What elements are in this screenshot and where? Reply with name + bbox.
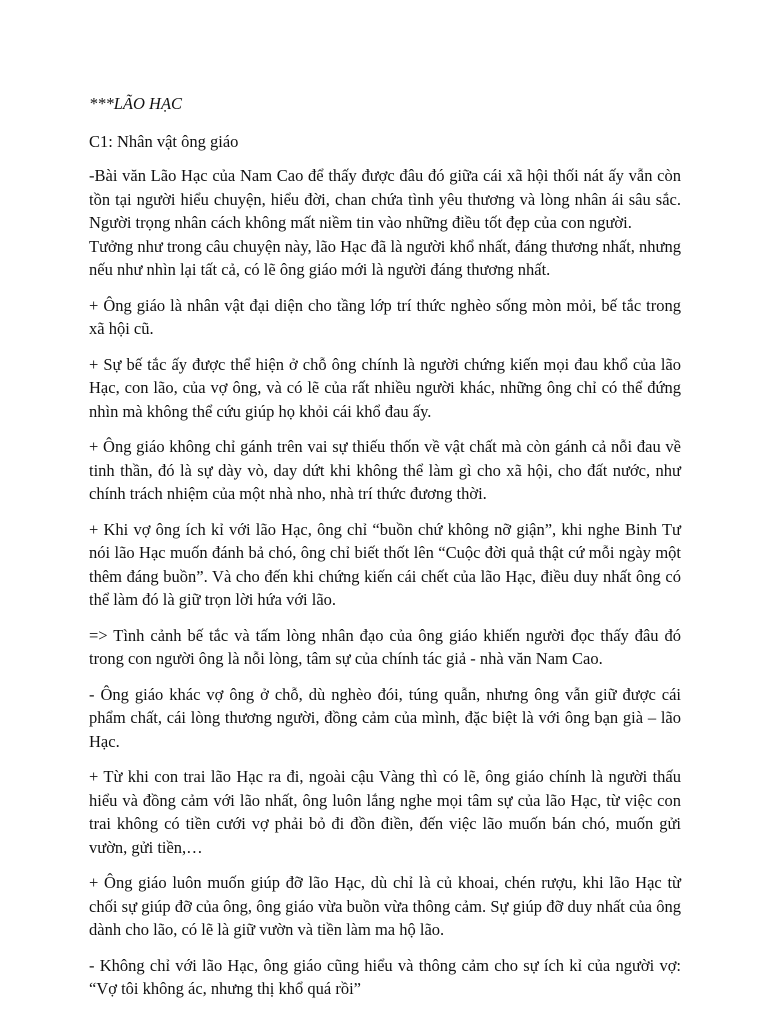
paragraph-1: -Bài văn Lão Hạc của Nam Cao để thấy được đâu đó giữa cái xã hội thối nát ấy vẫn còn tồn tại người hiểu chuyện, hiểu đời, chan chứa tình yêu thương và lòng nhân ái sâu sắc. Người trọng nhân cách không mất niềm tin vào những điều tốt đẹp của con người. xyxy=(89,166,681,232)
paragraph-9: + Từ khi con trai lão Hạc ra đi, ngoài cậu Vàng thì có lẽ, ông giáo chính là người thấu hiểu và đồng cảm với lão nhất, ông luôn lắng nghe mọi tâm sự của lão Hạc, từ việc con trai không có tiền cưới vợ phải bỏ đi đồn điền, đến việc lão muốn bán chó, muốn gửi vườn, gửi tiền,… xyxy=(89,767,681,857)
paragraph-11: - Không chỉ với lão Hạc, ông giáo cũng hiểu và thông cảm cho sự ích kỉ của người vợ: “Vợ tôi không ác, nhưng thị khổ quá rồi” xyxy=(89,955,681,998)
paragraph-10: + Ông giáo luôn muốn giúp đỡ lão Hạc, dù chỉ là củ khoai, chén rượu, khi lão Hạc từ chối sự giúp đỡ của ông, ông giáo vừa buồn vừa thông cảm. Sự giúp đỡ duy nhất của ông dành cho lão, có lẽ là giữ vườn và tiền làm ma hộ lão. xyxy=(89,873,681,939)
paragraph-6: + Khi vợ ông ích kỉ với lão Hạc, ông chỉ “buồn chứ không nỡ giận”, khi nghe Binh Tư nói lão Hạc muốn đánh bả chó, ông chỉ biết thốt lên “Cuộc đời quả thật cứ mỗi ngày một thêm đáng buồn”. Và cho đến khi chứng kiến cái chết của lão Hạc, điều duy nhất ông có thể làm đó là giữ trọn lời hứa với lão. xyxy=(89,519,681,609)
document-title: ***LÃO HẠC xyxy=(89,94,183,113)
paragraph-2: Tưởng như trong câu chuyện này, lão Hạc đã là người khổ nhất, đáng thương nhất, nhưng nếu như nhìn lại tất cả, có lẽ ông giáo mới là người đáng thương nhất. xyxy=(89,236,681,279)
paragraph-5: + Ông giáo không chỉ gánh trên vai sự thiếu thốn về vật chất mà còn gánh cả nỗi đau về tinh thần, đó là sự dày vò, day dứt khi không thể làm gì cho xã hội, cho đất nước, như chính trách nhiệm của một nhà nho, nhà trí thức đương thời. xyxy=(89,437,681,503)
document-page xyxy=(89,88,681,1001)
paragraph-4: + Sự bế tắc ấy được thể hiện ở chỗ ông chính là người chứng kiến mọi đau khổ của lão Hạc, con lão, của vợ ông, và có lẽ của rất nhiều người khác, những ông chỉ có thể đứng nhìn mà không thể cứu giúp họ khỏi cái khổ đau ấy. xyxy=(89,354,681,421)
document-subtitle: C1: Nhân vật ông giáo xyxy=(89,131,239,151)
paragraph-7: => Tình cảnh bế tắc và tấm lòng nhân đạo của ông giáo khiến người đọc thấy đâu đó trong con người ông là nỗi lòng, tâm sự của chính tác giả - nhà văn Nam Cao. xyxy=(89,625,681,668)
paragraph-3: + Ông giáo là nhân vật đại diện cho tầng lớp trí thức nghèo sống mòn mỏi, bế tắc trong xã hội cũ. xyxy=(89,295,681,338)
paragraph-8: - Ông giáo khác vợ ông ở chỗ, dù nghèo đói, túng quẫn, nhưng ông vẫn giữ được cái phẩm chất, cái lòng thương người, đồng cảm của mình, đặc biệt là với ông bạn già – lão Hạc. xyxy=(89,684,681,751)
